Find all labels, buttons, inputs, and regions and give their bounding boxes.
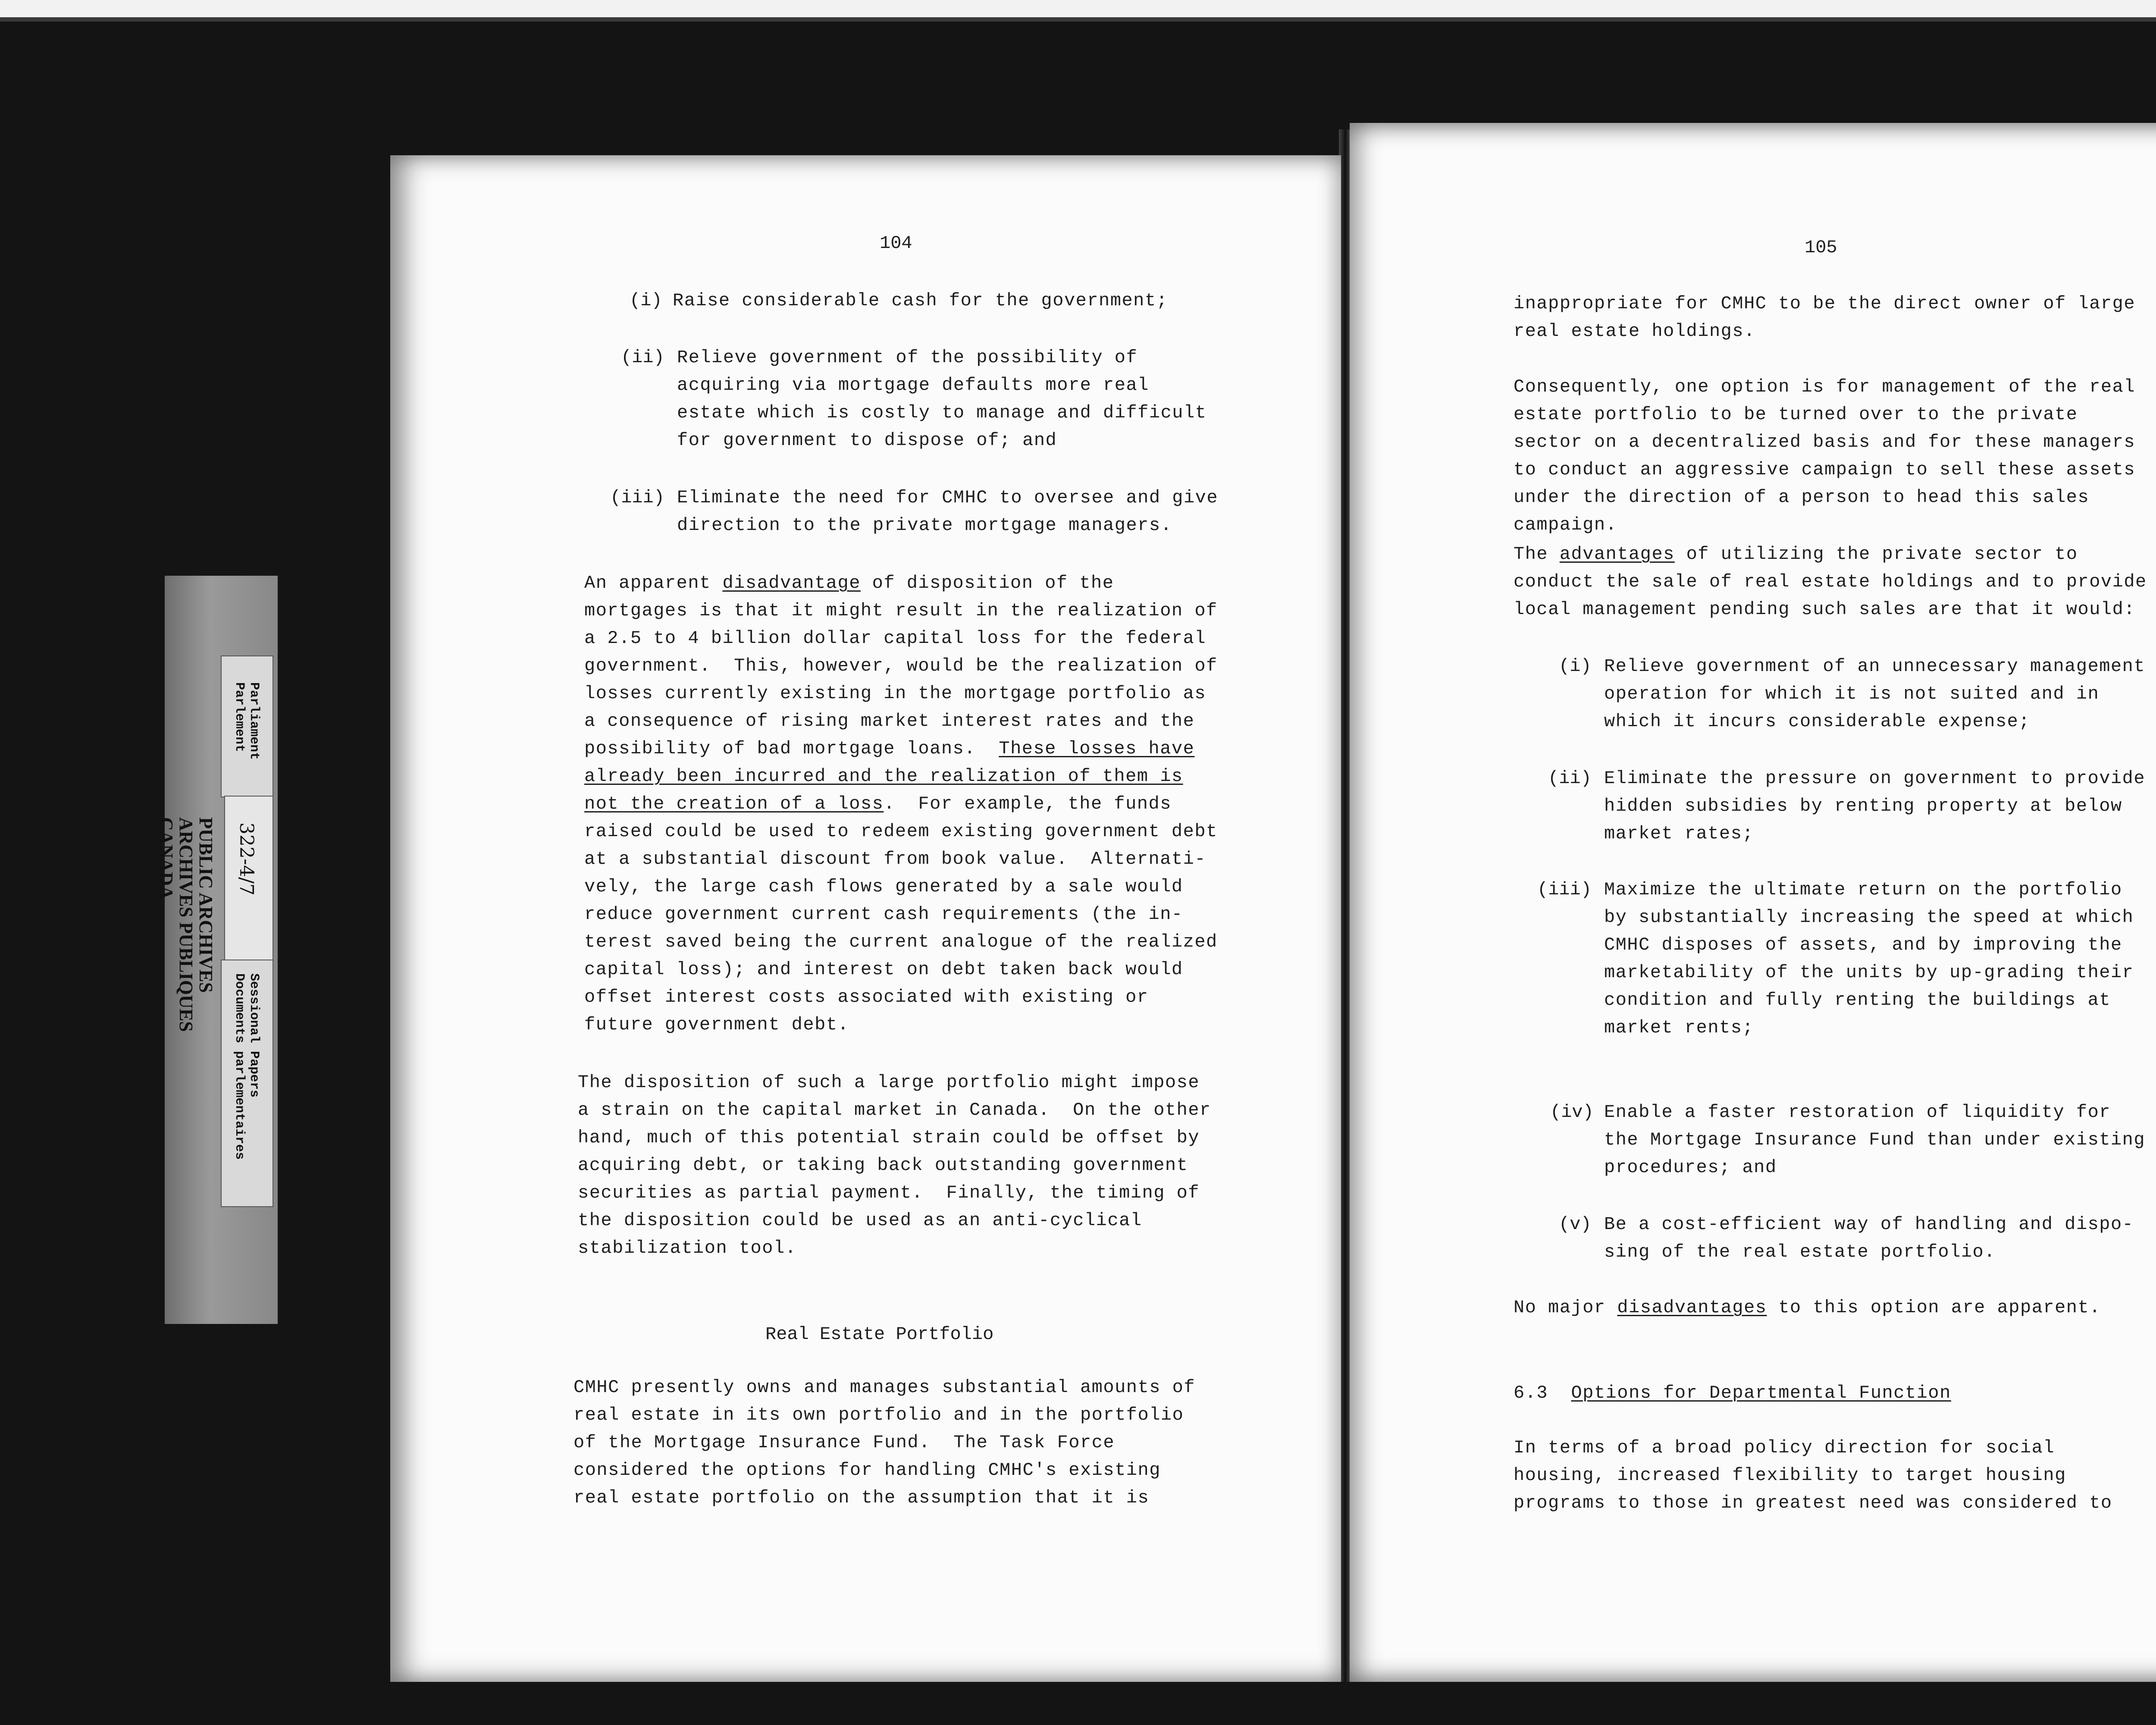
paragraph-policy-direction: In terms of a broad policy direction for social housing, increased flexibility to target housing programs to those in greatest need was considered to <box>1514 1437 2112 1513</box>
paragraph-advantages: The advantages of utilizing the private sector to conduct the sale of real estate holdings and to provide local management pending such sales are that it would: <box>1514 544 2147 620</box>
paragraph-option-management: Consequently, one option is for management of the real estate portfolio to be turned over to the private sector on a decentralized basis and for these managers to conduct an aggressive campaign to sell these assets under the direction of a person to head this sales campaign. <box>1514 376 2136 535</box>
left-page: 104 (i) Raise considerable cash for the government; (ii) Relieve government of the possibility of acquiring via mortgage defaults more real estate which is costly to manage and difficult for government to dispose of; and (iii) Eliminate the need for CMHC to oversee and give direction to the private mortgage managers. An apparent disadvantage of disposition of the mortgages is that it might result in the realization of a 2.5 to 4 billion dollar capital loss for the federal government. This, however, would be the realization of losses currently existing in the mortgage portfolio as a consequence of rising market interest rates and the possibility of bad mortgage loans. These losses have already been incurred and the realization of them is not the creation of a loss. For example, the funds raised could be used to redeem existing government debt at a substantial discount from book value. Alternati- vely, the large cash flows generated by a sale would reduce government current cash requirements (the in- terest saved being the current analogue of the realized capital loss); and interest on debt taken back would offset interest costs associated with existing or future government debt. The disposition of such a large portfolio might impose a strain on the capital market in Canada. On the other hand, much of this potential strain could be offset by acquiring debt, or taking back outstanding government securities as partial payment. Finally, the timing of the disposition could be used as an anti-cyclical stabilization tool. Real Estate Portfolio CMHC presently owns and manages substantial amounts of real estate in its own portfolio and in the portfolio of the Mortgage Insurance Fund. The Task Force considered the options for handling CMHC's existing real estate portfolio on the assumption that it is <box>390 155 1341 1682</box>
right-page: 105 inappropriate for CMHC to be the direct owner of large real estate holdings. Consequently, one option is for management of the real estate portfolio to be turned over to the private sector on a decentralized basis and for these managers to conduct an aggressive campaign to sell these assets under the direction of a person to head this sales campaign. The advantages of utilizing the private sector to conduct the sale of real estate holdings and to provide local management pending such sales are that it would: (i) Relieve government of an unnecessary management operation for which it is not suited and in which it incurs considerable expense; (ii) Eliminate the pressure on government to provide hidden subsidies by renting property at below market rates; (iii) Maximize the ultimate return on the portfolio by substantially increasing the speed at which CMHC disposes of assets, and by improving the marketability of the units by up-grading their condition and fully renting the buildings at market rents; (iv) Enable a faster restoration of liquidity for the Mortgage Insurance Fund than under existing procedures; and (v) Be a cost-efficient way of handling and dispo- sing of the real estate portfolio. No major disadvantages to this option are apparent. 6.3 Options for Departmental Function In terms of a broad policy direction for social housing, increased flexibility to target housing programs to those in greatest need was considered to <box>1350 123 2156 1682</box>
section-heading: Real Estate Portfolio <box>765 1324 994 1345</box>
archives-stamp: PUBLIC ARCHIVES ARCHIVES PUBLIQUES CANADA <box>156 817 216 1032</box>
parliament-tab <box>221 656 273 797</box>
page-number: 104 <box>880 233 912 254</box>
call-number-tab <box>224 796 273 961</box>
call-number: 322-4/7 <box>235 822 257 896</box>
sessional-tab <box>221 960 273 1207</box>
page-number: 105 <box>1805 237 1837 258</box>
paragraph-disposition-mortgages: An apparent disadvantage of disposition of the mortgages is that it might result in the realization of a 2.5 to 4 billion dollar capital loss for the federal government. This, however, would be the realization of losses currently existing in the mortgage portfolio as a consequence of rising market interest rates and the possibility of bad mortgage loans. These losses have already been incurred and the realization of them is not the creation of a loss. For example, the funds raised could be used to redeem existing government debt at a substantial discount from book value. Alternati- vely, the large cash flows generated by a sale would reduce government current cash requirements (the in- terest saved being the current analogue of the realized capital loss); and interest on debt taken back would offset interest costs associated with existing or future government debt. <box>584 573 1218 1035</box>
section-6-3-heading: 6.3 Options for Departmental Function <box>1514 1383 1951 1403</box>
archive-slip <box>156 576 278 1324</box>
paragraph-continuation: inappropriate for CMHC to be the direct owner of large real estate holdings. <box>1514 293 2136 342</box>
paragraph-no-disadvantages: No major disadvantages to this option are apparent. <box>1514 1297 2101 1318</box>
paragraph-real-estate: CMHC presently owns and manages substantial amounts of real estate in its own portfolio and in the portfolio of the Mortgage Insurance Fund. The Task Force considered the options for handling CMHC's existing real estate portfolio on the assumption that it is <box>573 1377 1196 1508</box>
parliament-label: Parliament Parlement <box>232 682 261 760</box>
scanner-top-shadow <box>0 17 2156 22</box>
sessional-label: Sessional Papers Documents parlementaires <box>232 973 261 1160</box>
paragraph-capital-market: The disposition of such a large portfolio might impose a strain on the capital market in Canada. On the other hand, much of this potential strain could be offset by acquiring debt, or taking back outstanding government securities as partial payment. Finally, the timing of the disposition could be used as an anti-cyclical stabilization tool. <box>578 1072 1211 1258</box>
scanner-top-band <box>0 0 2156 17</box>
